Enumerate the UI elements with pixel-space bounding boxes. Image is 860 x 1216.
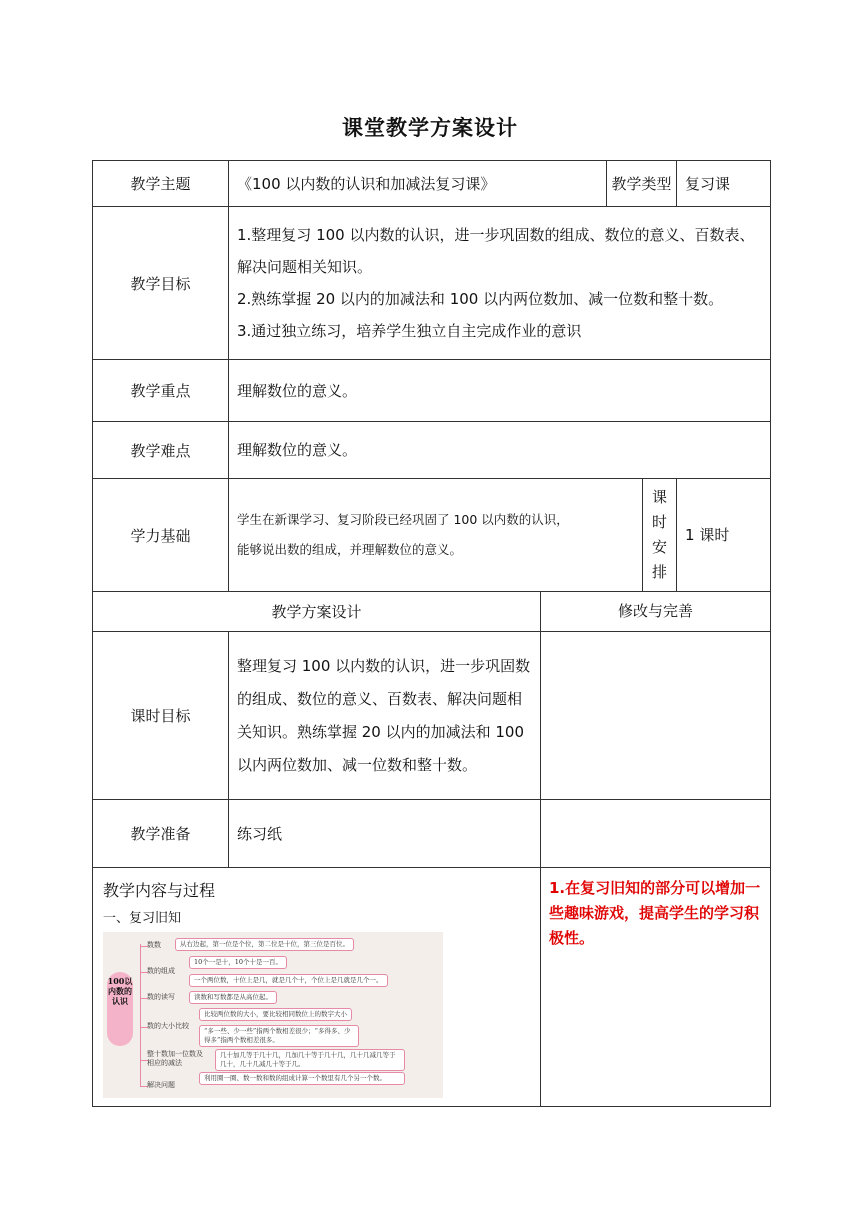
mind-map-box: 几十加几等于几十几，几加几十等于几十几，几十几减几等于几十，几十几减几十等于几。 [215,1049,405,1071]
row-topic [93,161,771,207]
learning-basis-label: 学力基础 [93,479,229,592]
lesson-goal-revision [541,632,771,800]
topic-value: 《100 以内数的认识和加减法复习课》 [229,161,607,207]
mind-map-box: 利用圈一圈、数一数和数的组成计算一个数里有几个另一个数。 [199,1072,405,1085]
key-point-label: 教学重点 [93,360,229,422]
mind-map-category: 数的大小比较 [147,1022,189,1030]
learning-basis-line: 能够说出数的组成，并理解数位的意义。 [237,542,463,557]
mind-map-root: 100以内数的认识 [107,972,133,1046]
page-title: 课堂教学方案设计 [342,116,518,140]
mind-map-category: 数的读写 [147,993,175,1001]
preparation-revision [541,800,771,868]
schedule-label: 课 时 安 排 [643,479,677,592]
lesson-goal-value: 整理复习 100 以内数的认识，进一步巩固数的组成、数位的意义、百数表、解决问题相关知识。熟练掌握 20 以内的加减法和 100 以内两位数加、减一位数和整十数。 [229,632,541,800]
learning-basis-line: 学生在新课学习、复习阶段已经巩固了 100 以内数的认识， [237,512,569,527]
schedule-value: 1 课时 [677,479,771,592]
mind-map-category: 数的组成 [147,967,175,975]
difficult-point-value: 理解数位的意义。 [229,422,771,479]
key-point-value: 理解数位的意义。 [229,360,771,422]
difficult-point-label: 教学难点 [93,422,229,479]
row-key-point [93,360,771,422]
mind-map-box: 比较两位数的大小，要比较相同数位上的数字大小 [199,1008,352,1021]
revision-header: 修改与完善 [541,592,771,632]
preparation-value: 练习纸 [229,800,541,868]
mind-map-box: 读数和写数都是从高位起。 [189,991,277,1004]
goals-label: 教学目标 [93,207,229,360]
row-difficult-point [93,422,771,479]
process-title: 教学内容与过程 [103,881,216,900]
row-plan-header [93,592,771,632]
row-process [93,868,771,1107]
lesson-goal-label: 课时目标 [93,632,229,800]
mind-map-category: 数数 [147,941,161,949]
process-subtitle: 一、复习旧知 [103,911,182,926]
mind-map-category: 整十数加一位数及相应的减法 [147,1050,203,1067]
mind-map-box: “多一些、少一些”指两个数相差很少；“多得多、少得多”指两个数相差很多。 [199,1025,359,1047]
row-lesson-goal [93,632,771,800]
goal-item: 2.熟练掌握 20 以内的加减法和 100 以内两位数加、减一位数和整十数。 [237,290,724,308]
type-label: 教学类型 [607,161,677,207]
topic-label: 教学主题 [93,161,229,207]
goal-item: 3.通过独立练习，培养学生独立自主完成作业的意识 [237,322,582,340]
mind-map-box: 从右边起，第一位是个位，第二位是十位，第三位是百位。 [175,938,354,951]
row-preparation [93,800,771,868]
type-value: 复习课 [677,161,771,207]
lesson-plan-table [92,160,771,1107]
goal-item: 1.整理复习 100 以内数的认识，进一步巩固数的组成、数位的意义、百数表、解决问题相关知识。 [237,226,755,276]
plan-design-header: 教学方案设计 [93,592,541,632]
mind-map-box: 一个两位数，十位上是几，就是几个十，个位上是几就是几个一。 [189,974,388,987]
row-learning-basis [93,479,771,592]
preparation-label: 教学准备 [93,800,229,868]
mind-map-box: 10个一是十，10个十是一百。 [189,956,287,969]
revision-note: 1.在复习旧知的部分可以增加一些趣味游戏，提高学生的学习积极性。 [541,868,771,1107]
row-goals [93,207,771,360]
knowledge-mind-map [103,932,443,1098]
mind-map-category: 解决问题 [147,1081,175,1089]
